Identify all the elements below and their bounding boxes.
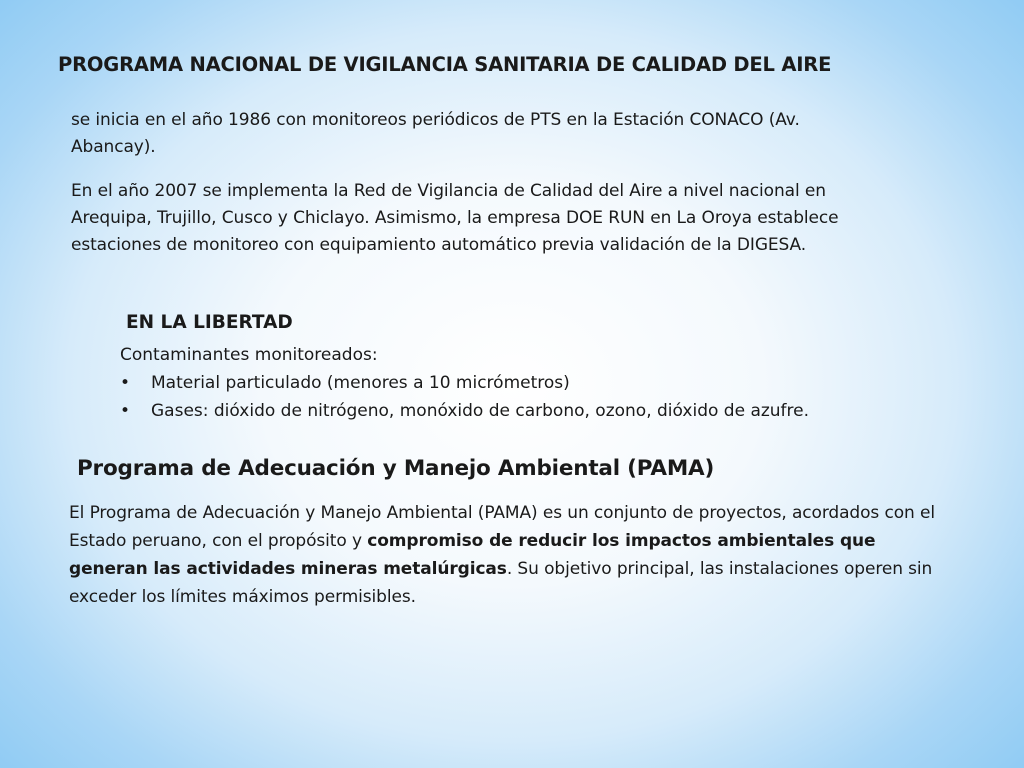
- pollutants-list: [120, 369, 1000, 425]
- libertad-heading: EN LA LIBERTAD: [126, 312, 293, 333]
- pama-text-emphasis: compromiso de reducir los impactos ambientales que generan las actividades mineras metalúrgicas: [69, 531, 876, 579]
- paragraph-program-start: se inicia en el año 1986 con monitoreos periódicos de PTS en la Estación CONACO (Av. Abancay).: [71, 110, 800, 157]
- bullet-icon: •: [120, 373, 131, 393]
- pama-heading: Programa de Adecuación y Manejo Ambiental (PAMA): [77, 456, 715, 481]
- pollutants-section: [120, 341, 1000, 425]
- list-item-text: Gases: dióxido de nitrógeno, monóxido de carbono, ozono, dióxido de azufre.: [151, 401, 810, 421]
- pama-paragraph: [69, 499, 949, 611]
- pama-text-start: El Programa de Adecuación y Manejo Ambiental (PAMA) es un conjunto de proyectos, acordados con el Estado peruano, con el propósito y: [69, 503, 935, 551]
- list-item-text: Material particulado (menores a 10 micrómetros): [151, 373, 570, 393]
- list-item: [120, 369, 1000, 397]
- list-item: [120, 397, 1000, 425]
- pama-text-end: . Su objetivo principal, las instalaciones operen sin exceder los límites máximos permisibles.: [69, 559, 933, 607]
- bullet-icon: •: [120, 401, 131, 421]
- slide-title: PROGRAMA NACIONAL DE VIGILANCIA SANITARIA DE CALIDAD DEL AIRE: [58, 53, 832, 76]
- pollutants-intro: Contaminantes monitoreados:: [120, 345, 378, 365]
- paragraph-network-2007: En el año 2007 se implementa la Red de Vigilancia de Calidad del Aire a nivel nacional en Arequipa, Trujillo, Cusco y Chiclayo. Asimismo, la empresa DOE RUN en La Oroya establece estaciones de monitoreo con equipamiento automático previa validación de la DIGESA.: [71, 181, 839, 255]
